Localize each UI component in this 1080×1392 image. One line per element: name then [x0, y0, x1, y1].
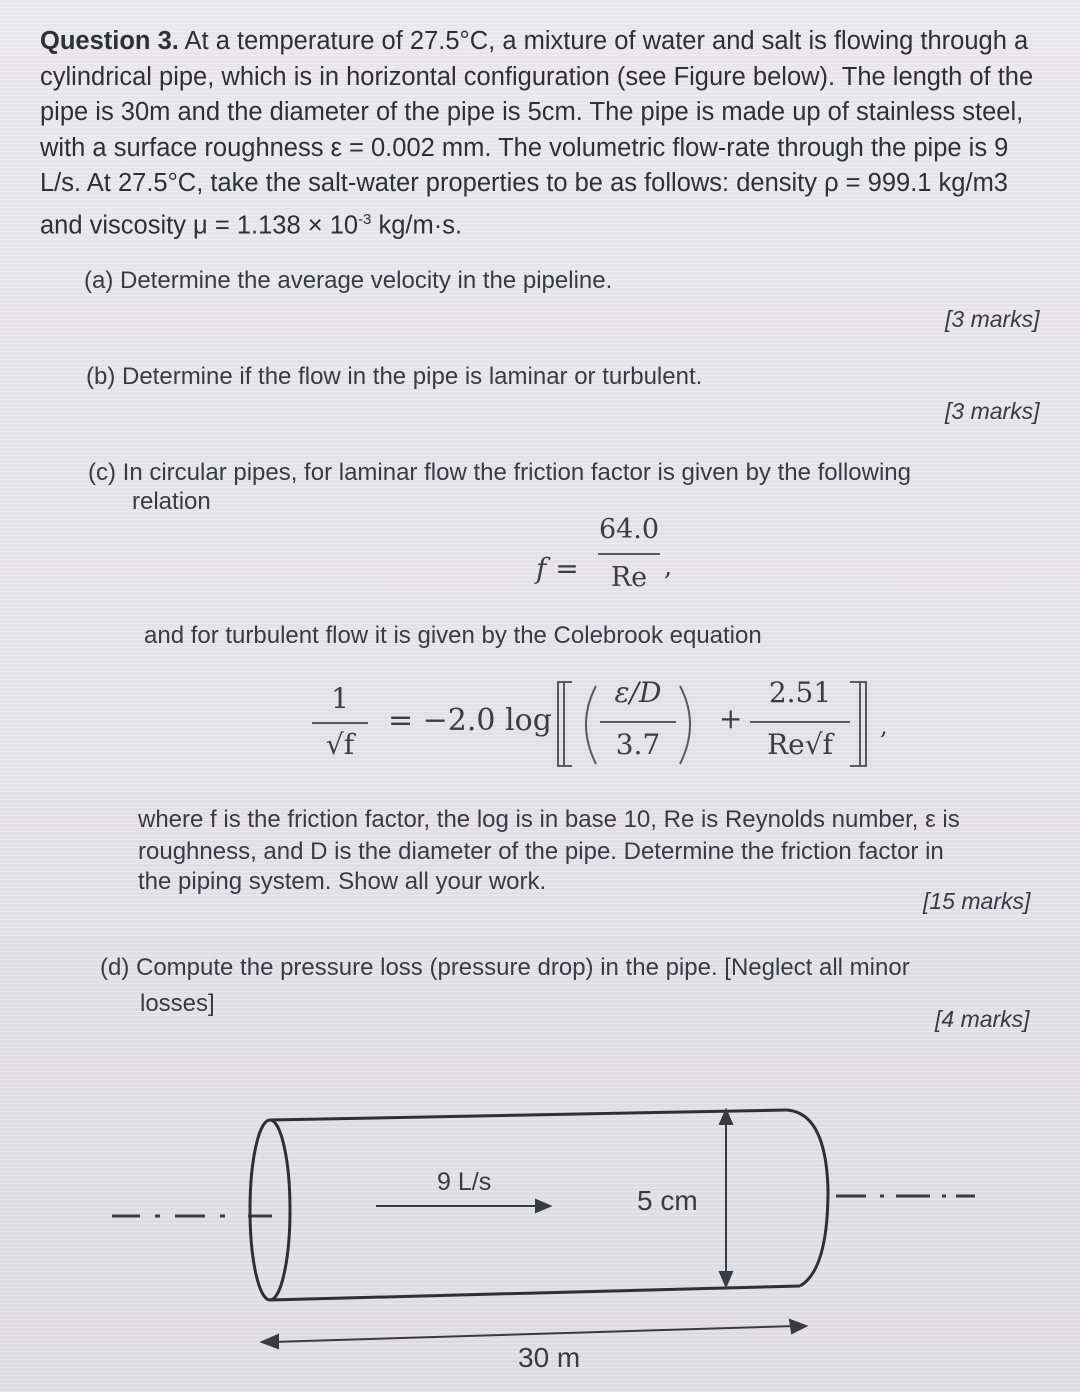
part-d-marks: [4 marks] [935, 1006, 1030, 1032]
part-c-where2: roughness, and D is the diameter of the pipe. Determine the friction factor in [138, 838, 944, 865]
laminar-numerator: 64.0 [598, 514, 660, 545]
part-a-marks: [3 marks] [945, 306, 1040, 332]
part-c-line1: (c) In circular pipes, for laminar flow the friction factor is given by the following [88, 459, 911, 486]
colebrook-trailing-comma: , [880, 712, 888, 740]
flow-rate-label: 9 L/s [437, 1168, 492, 1196]
part-b-text: (b) Determine if the flow in the pipe is laminar or turbulent. [86, 363, 703, 390]
part-c-where1: where f is the friction factor, the log is in base 10, Re is Reynolds number, ε is [138, 806, 960, 833]
colebrook-lhs-bar [312, 722, 368, 724]
laminar-trailing-comma: , [664, 552, 673, 582]
question-tail: kg/m·s. [371, 211, 463, 239]
colebrook-re-denominator: Re√f [767, 728, 833, 761]
viscosity-exponent: -3 [358, 210, 372, 228]
part-c-where3: the piping system. Show all your work. [138, 868, 547, 895]
question-statement [40, 24, 1055, 244]
laminar-denominator: Re [610, 562, 648, 593]
part-c-marks: [15 marks] [923, 888, 1031, 914]
laminar-lhs: f = [536, 552, 579, 585]
diameter-arrow [720, 1110, 732, 1286]
part-b-marks: [3 marks] [945, 398, 1040, 424]
turbulent-intro: and for turbulent flow it is given by the Colebrook equation [144, 622, 762, 649]
colebrook-lhs-denominator: √f [325, 728, 355, 761]
colebrook-eps-denominator: 3.7 [615, 728, 661, 761]
length-label: 30 m [518, 1342, 581, 1373]
part-c-line2: relation [132, 488, 211, 515]
colebrook-re-numerator: 2.51 [768, 676, 832, 709]
question-label: Question 3. [40, 27, 179, 55]
colebrook-plus: + [719, 702, 743, 735]
laminar-fraction-bar [598, 553, 660, 555]
colebrook-eps-numerator: ε/D [614, 676, 662, 709]
flow-arrow [376, 1200, 550, 1212]
diameter-label: 5 cm [637, 1185, 698, 1216]
question-text: At a temperature of 27.5°C, a mixture of water and salt is flowing through a cylindrical pipe, which is in horizontal configuration (see Figure below). The length of the pipe is 30m and the diameter of the pipe is 5cm. The pipe is made up of stainless steel, with a surface roughness ε = 0.002 mm. The volumetric flow-rate through the pipe is 9 L/s. At 27.5°C, take the salt-water properties to be as follows: density ρ = 999.1 kg/m3 and viscosity μ = 1.138 × 10 [40, 27, 1034, 239]
part-d-line1: (d) Compute the pressure loss (pressure drop) in the pipe. [Neglect all minor [100, 954, 910, 981]
part-d-line2: losses] [140, 990, 215, 1017]
part-a-text: (a) Determine the average velocity in the pipeline. [84, 267, 613, 294]
colebrook-lhs-numerator: 1 [331, 682, 349, 715]
colebrook-equals-log: = −2.0 log [388, 703, 552, 738]
